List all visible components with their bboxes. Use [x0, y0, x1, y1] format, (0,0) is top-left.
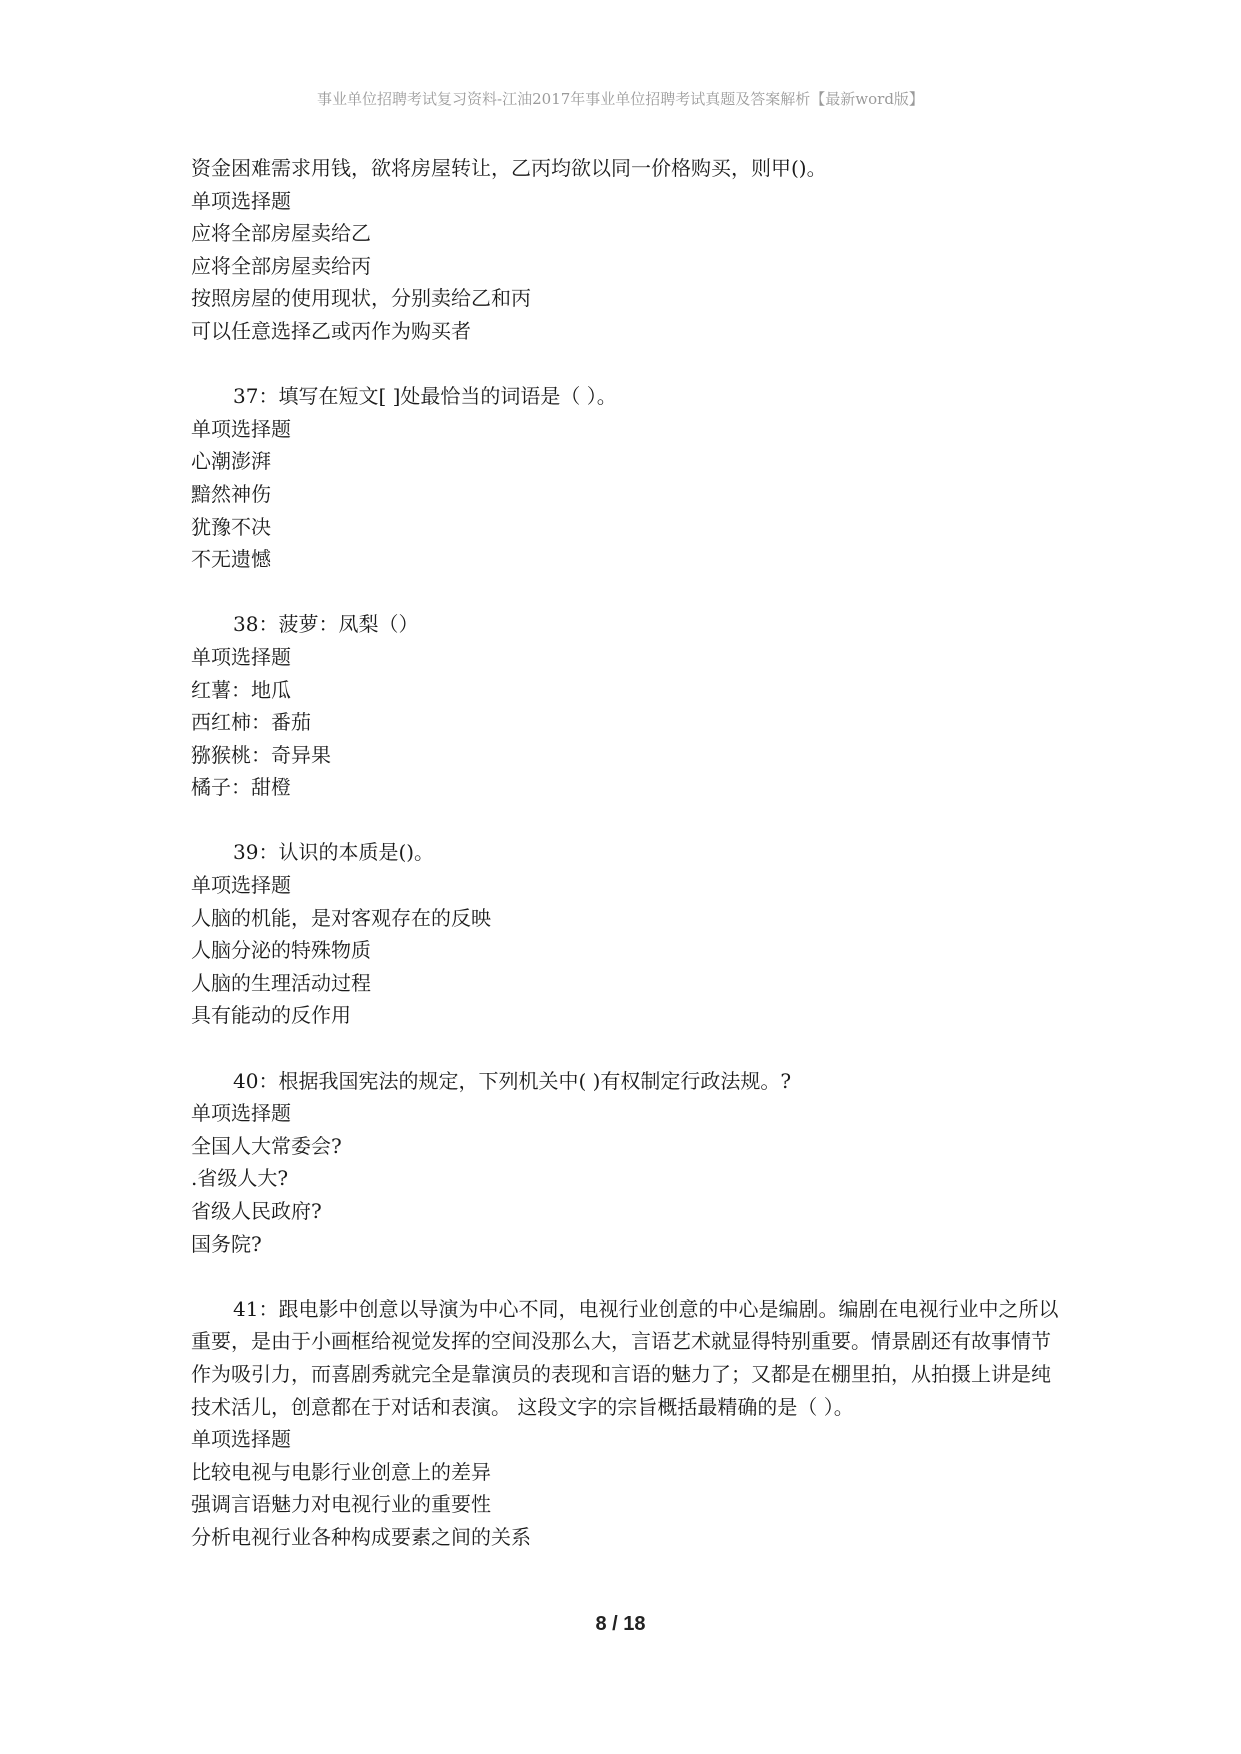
question-stem: 40：根据我国宪法的规定，下列机关中( )有权制定行政法规。? — [233, 1068, 792, 1093]
option: 省级人民政府? — [191, 1199, 322, 1223]
question-type: 单项选择题 — [191, 873, 291, 898]
question-block-37 — [191, 380, 1061, 576]
option: 应将全部房屋卖给乙 — [191, 221, 371, 246]
option: 心潮澎湃 — [191, 449, 271, 474]
option: 犹豫不决 — [191, 514, 271, 539]
option: 不无遗憾 — [191, 547, 271, 572]
option: 比较电视与电影行业创意上的差异 — [191, 1459, 491, 1484]
option: 猕猴桃：奇异果 — [191, 742, 331, 767]
question-stem: 39：认识的本质是()。 — [233, 840, 435, 865]
question-type: 单项选择题 — [191, 644, 291, 669]
option: .省级人大? — [191, 1166, 289, 1191]
option: 国务院? — [191, 1231, 262, 1256]
question-type: 单项选择题 — [191, 1427, 291, 1452]
option: 黯然神伤 — [191, 481, 271, 506]
document-body — [191, 152, 1061, 1554]
question-type: 单项选择题 — [191, 416, 291, 441]
question-stem: 41：跟电影中创意以导演为中心不同，电视行业创意的中心是编剧。编剧在电视行业中之所以重要，是由于小画框给视觉发挥的空间没那么大，言语艺术就显得特别重要。情景剧还有故事情节作为吸引力，而喜剧秀就完全是靠演员的表现和言语的魅力了；又都是在棚里拍，从拍摄上讲是纯技术活儿，创意都在于对话和表演。 这段文字的宗旨概括最精确的是（ ）。 — [191, 1296, 1059, 1419]
option: 橘子：甜橙 — [191, 775, 291, 800]
option: 人脑的机能，是对客观存在的反映 — [191, 905, 491, 930]
question-stem: 资金困难需求用钱，欲将房屋转让，乙丙均欲以同一价格购买，则甲()。 — [191, 156, 827, 180]
question-block-36-continued — [191, 152, 1061, 348]
option: 人脑分泌的特殊物质 — [191, 938, 371, 963]
question-type: 单项选择题 — [191, 1101, 291, 1126]
option: 人脑的生理活动过程 — [191, 970, 371, 995]
question-block-40 — [191, 1065, 1061, 1261]
question-block-41 — [191, 1293, 1061, 1554]
question-block-38 — [191, 608, 1061, 804]
option: 红薯：地瓜 — [191, 677, 291, 702]
option: 分析电视行业各种构成要素之间的关系 — [191, 1524, 531, 1549]
option: 应将全部房屋卖给丙 — [191, 253, 371, 278]
option: 西红柿：番茄 — [191, 710, 311, 735]
question-stem: 38：菠萝：凤梨（） — [233, 612, 419, 637]
option: 强调言语魅力对电视行业的重要性 — [191, 1492, 491, 1517]
option: 全国人大常委会? — [191, 1133, 342, 1158]
page-header: 事业单位招聘考试复习资料-江油2017年事业单位招聘考试真题及答案解析【最新word版】 — [317, 90, 924, 108]
option: 按照房屋的使用现状，分别卖给乙和丙 — [191, 286, 531, 311]
question-stem: 37：填写在短文[ ]处最恰当的词语是（ ）。 — [233, 384, 617, 409]
page-number: 8 / 18 — [595, 1613, 646, 1635]
option: 具有能动的反作用 — [191, 1003, 351, 1028]
question-block-39 — [191, 836, 1061, 1032]
option: 可以任意选择乙或丙作为购买者 — [191, 318, 471, 343]
question-type: 单项选择题 — [191, 188, 291, 213]
